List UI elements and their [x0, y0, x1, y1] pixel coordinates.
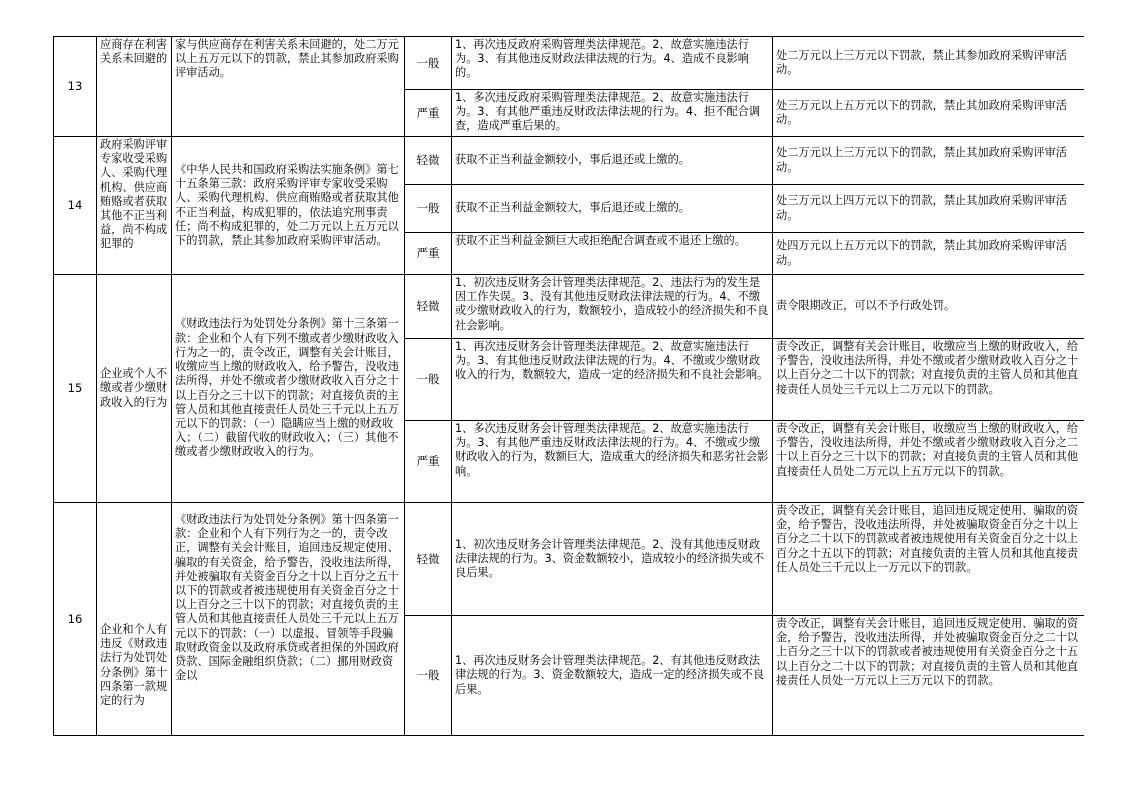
penalty: 处三万元以上五万元以下的罚款，禁止其加政府采购评审活动。 [773, 90, 1085, 137]
document-page [53, 36, 1084, 743]
table-row [54, 503, 1085, 616]
severity-level: 严重 [405, 421, 452, 503]
circumstance: 1、多次违反财务会计管理类法律规范。2、故意实施违法行为。3、有其他严重违反财政法律法规的行为。4、不缴或少缴财政收入的行为，数额巨大，造成重大的经济损失和恶劣社会影响。 [452, 421, 773, 503]
legal-basis: 家与供应商存在利害关系未回避的，处二万元以上五万元以下的罚款，禁止其参加政府采购评审活动。 [172, 37, 405, 137]
circumstance: 1、多次违反政府采购管理类法律规范。2、故意实施违法行为。3、有其他严重违反财政法律法规的行为。4、拒不配合调查，造成严重后果的。 [452, 90, 773, 137]
table-row [54, 137, 1085, 185]
violation-name: 企业或个人不缴或者少缴财政收入的行为 [97, 275, 172, 503]
legal-basis: 《财政违法行为处罚处分条例》第十四条第一款：企业和个人有下列行为之一的，责令改正，调整有关会计账目，追回违反规定使用、骗取的有关资金，给予警告，没收违法所得，并处被骗取有关资金百分之十以上百分之五十以下的罚款或者被违规使用有关资金百分之十以上百分之三十以下的罚款；对直接负责的主管人员和其他直接责任人员处三千元以上五万元以下的罚款：（一）以虚报、冒领等手段骗取财政资金以及政府承贷或者担保的外国政府贷款、国际金融组织贷款；（二）挪用财政资金以 [172, 503, 405, 736]
row-number: 16 [54, 503, 97, 736]
severity-level: 严重 [405, 233, 452, 275]
circumstance: 获取不正当利益金额较大，事后退还或上缴的。 [452, 185, 773, 233]
circumstance: 获取不正当利益金额较小，事后退还或上缴的。 [452, 137, 773, 185]
violation-name: 政府采购评审专家收受采购人、采购代理机构、供应商贿赂或者获取其他不正当利益，尚不构成犯罪的 [97, 137, 172, 275]
penalty: 责令限期改正，可以不予行政处罚。 [773, 275, 1085, 339]
table-row [54, 37, 1085, 90]
violation-name: 应商存在利害关系未回避的 [97, 37, 172, 137]
circumstance: 1、初次违反财务会计管理类法律规范。2、违法行为的发生是因工作失误。3、没有其他违反财政法律法规的行为。4、不缴或少缴财政收入的行为，数额较小，造成较小的经济损失和不良社会影响。 [452, 275, 773, 339]
severity-level: 一般 [405, 339, 452, 421]
severity-level: 轻微 [405, 503, 452, 616]
severity-level: 一般 [405, 185, 452, 233]
legal-basis: 《财政违法行为处罚处分条例》第十三条第一款：企业和个人有下列不缴或者少缴财政收入行为之一的，责令改正，调整有关会计账目，收缴应当上缴的财政收入，给予警告，没收违法所得，并处不缴或者少缴财政收入百分之十以上百分之三十以下的罚款；对直接负责的主管人员和其他直接责任人员处三千元以上五万元以下的罚款：（一）隐瞒应当上缴的财政收入；（二）截留代收的财政收入；（三）其他不缴或者少缴财政收入的行为。 [172, 275, 405, 503]
circumstance: 1、再次违反财务会计管理类法律规范。2、故意实施违法行为。3、有其他违反财政法律法规的行为。4、不缴或少缴财政收入的行为，数额较大，造成一定的经济损失和不良社会影响。 [452, 339, 773, 421]
row-number: 13 [54, 37, 97, 137]
circumstance: 获取不正当利益金额巨大或拒绝配合调查或不退还上缴的。 [452, 233, 773, 275]
circumstance: 1、再次违反财务会计管理类法律规范。2、有其他违反财政法律法规的行为。3、资金数额较大，造成一定的经济损失或不良后果。 [452, 616, 773, 736]
violation-name: 企业和个人有违反《财政违法行为处罚处分条例》第十四条第一款规定的行为 [97, 503, 172, 736]
severity-level: 轻微 [405, 137, 452, 185]
table-row [54, 275, 1085, 339]
penalty: 责令改正，调整有关会计账目，收缴应当上缴的财政收入，给予警告，没收违法所得，并处不缴或者少缴财政收入百分之十以上百分之二十以下的罚款；对直接负责的主管人员和其他直接责任人员处三千元以上二万元以下的罚款。 [773, 339, 1085, 421]
severity-level: 严重 [405, 90, 452, 137]
row-number: 15 [54, 275, 97, 503]
penalty: 责令改正，调整有关会计账目，追回违反规定使用、骗取的资金，给予警告，没收违法所得，并处被骗取资金百分之二十以上百分之三十以下的罚款或者被违规使用有关资金百分之十五以上百分之二十以下的罚款；对直接负责的主管人员和其他直接责任人员处一万元以上三万元以下的罚款。 [773, 616, 1085, 736]
circumstance: 1、再次违反政府采购管理类法律规范。2、故意实施违法行为。3、有其他违反财政法律法规的行为。4、造成不良影响的。 [452, 37, 773, 90]
penalty-standard-table [53, 36, 1084, 736]
penalty: 责令改正，调整有关会计账目，追回违反规定使用、骗取的资金，给予警告，没收违法所得，并处被骗取资金百分之十以上百分之二十以下的罚款或者被违规使用有关资金百分之十以上百分之十五以下的罚款；对直接负责的主管人员和其他直接责任人员处三千元以上一万元以下的罚款。 [773, 503, 1085, 616]
penalty: 处四万元以上五万元以下的罚款，禁止其加政府采购评审活动。 [773, 233, 1085, 275]
penalty: 处二万元以上三万元以下罚款，禁止其参加政府采购评审活动。 [773, 37, 1085, 90]
row-number: 14 [54, 137, 97, 275]
penalty: 处三万元以上四万元以下的罚款，禁止其加政府采购评审活动。 [773, 185, 1085, 233]
legal-basis: 《中华人民共和国政府采购法实施条例》第七十五条第三款：政府采购评审专家收受采购人、采购代理机构、供应商贿赂或者获取其他不正当利益，构成犯罪的，依法追究刑事责任；尚不构成犯罪的，处二万元以上五万元以下的罚款，禁止其参加政府采购评审活动。 [172, 137, 405, 275]
penalty: 责令改正，调整有关会计账目，收缴应当上缴的财政收入，给予警告，没收违法所得，并处不缴或者少缴财政收入百分之二十以上百分之三十以下的罚款；对直接负责的主管人员和其他直接责任人员处二万元以上五万元以下的罚款。 [773, 421, 1085, 503]
severity-level: 一般 [405, 616, 452, 736]
penalty: 处二万元以上三万元以下的罚款，禁止其加政府采购评审活动。 [773, 137, 1085, 185]
severity-level: 一般 [405, 37, 452, 90]
severity-level: 轻微 [405, 275, 452, 339]
circumstance: 1、初次违反财务会计管理类法律规范。2、没有其他违反财政法律法规的行为。3、资金数额较小，造成较小的经济损失或不良后果。 [452, 503, 773, 616]
